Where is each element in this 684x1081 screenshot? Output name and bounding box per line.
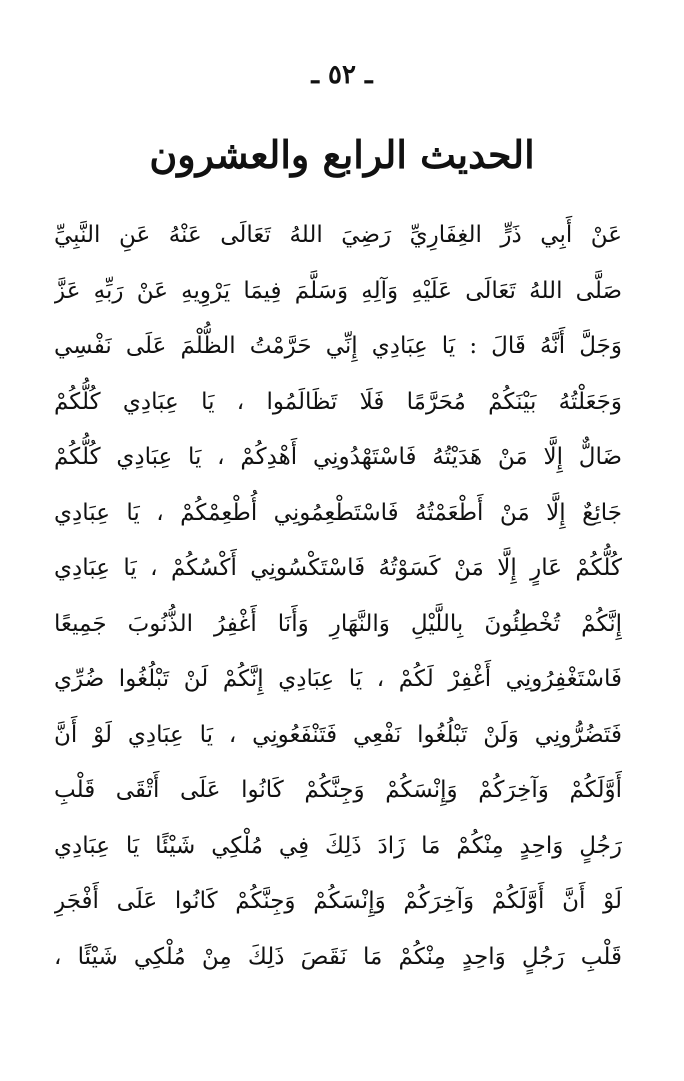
text-line: أَوَّلَكُمْ وَآخِرَكُمْ وَإِنْسَكُمْ وَجِنَّكُمْ كَانُوا عَلَى أَتْقَى قَلْبِ — [54, 777, 622, 803]
text-line: رَجُلٍ وَاحِدٍ مِنْكُمْ مَا زَادَ ذَلِكَ فِي مُلْكِي شَيْئًا يَا عِبَادِي — [54, 832, 622, 859]
text-line: فَاسْتَغْفِرُونِي أَغْفِرْ لَكُمْ ، يَا عِبَادِي إِنَّكُمْ لَنْ تَبْلُغُوا ضُرِّي — [54, 666, 622, 692]
text-line: وَجَلَّ أَنَّهُ قَالَ : يَا عِبَادِي إِنِّي حَرَّمْتُ الظُّلْمَ عَلَى نَفْسِي — [54, 333, 622, 359]
text-line: قَلْبِ رَجُلٍ وَاحِدٍ مِنْكُمْ مَا نَقَصَ ذَلِكَ مِنْ مُلْكِي شَيْئًا ، — [54, 943, 622, 970]
text-line: إِنَّكُمْ تُخْطِئُونَ بِاللَّيْلِ وَالنَّهَارِ وَأَنَا أَغْفِرُ الذُّنُوبَ جَمِيعًا — [54, 610, 622, 637]
text-line: عَنْ أَبِي ذَرٍّ الغِفَارِيِّ رَضِيَ اللهُ تَعَالَى عَنْهُ عَنِ النَّبِيِّ — [54, 222, 622, 248]
text-line: لَوْ أَنَّ أَوَّلَكُمْ وَآخِرَكُمْ وَإِنْسَكُمْ وَجِنَّكُمْ كَانُوا عَلَى أَفْجَرِ — [54, 888, 622, 914]
text-line: جَائِعٌ إِلَّا مَنْ أَطْعَمْتُهُ فَاسْتَطْعِمُونِي أُطْعِمْكُمْ ، يَا عِبَادِي — [54, 499, 622, 526]
text-line: ضَالٌّ إِلَّا مَنْ هَدَيْتُهُ فَاسْتَهْدُونِي أَهْدِكُمْ ، يَا عِبَادِي كُلُّكُمْ — [54, 444, 622, 470]
page-number: ـ ٥٢ ـ — [311, 60, 373, 90]
hadith-body — [54, 208, 622, 985]
text-line: فَتَضُرُّونِي وَلَنْ تَبْلُغُوا نَفْعِي فَتَنْفَعُونِي ، يَا عِبَادِي لَوْ أَنَّ — [54, 721, 622, 748]
text-line: وَجَعَلْتُهُ بَيْنَكُمْ مُحَرَّمًا فَلَا تَظَالَمُوا ، يَا عِبَادِي كُلُّكُمْ — [54, 388, 622, 415]
text-line: صَلَّى اللهُ تَعَالَى عَلَيْهِ وَآلِهِ وَسَلَّمَ فِيمَا يَرْوِيهِ عَنْ رَبِّهِ عَزَّ — [54, 277, 622, 304]
text-line: كُلُّكُمْ عَارٍ إِلَّا مَنْ كَسَوْتُهُ فَاسْتَكْسُونِي أَكْسُكُمْ ، يَا عِبَادِي — [54, 555, 622, 581]
hadith-title: الحديث الرابع والعشرون — [149, 132, 535, 177]
